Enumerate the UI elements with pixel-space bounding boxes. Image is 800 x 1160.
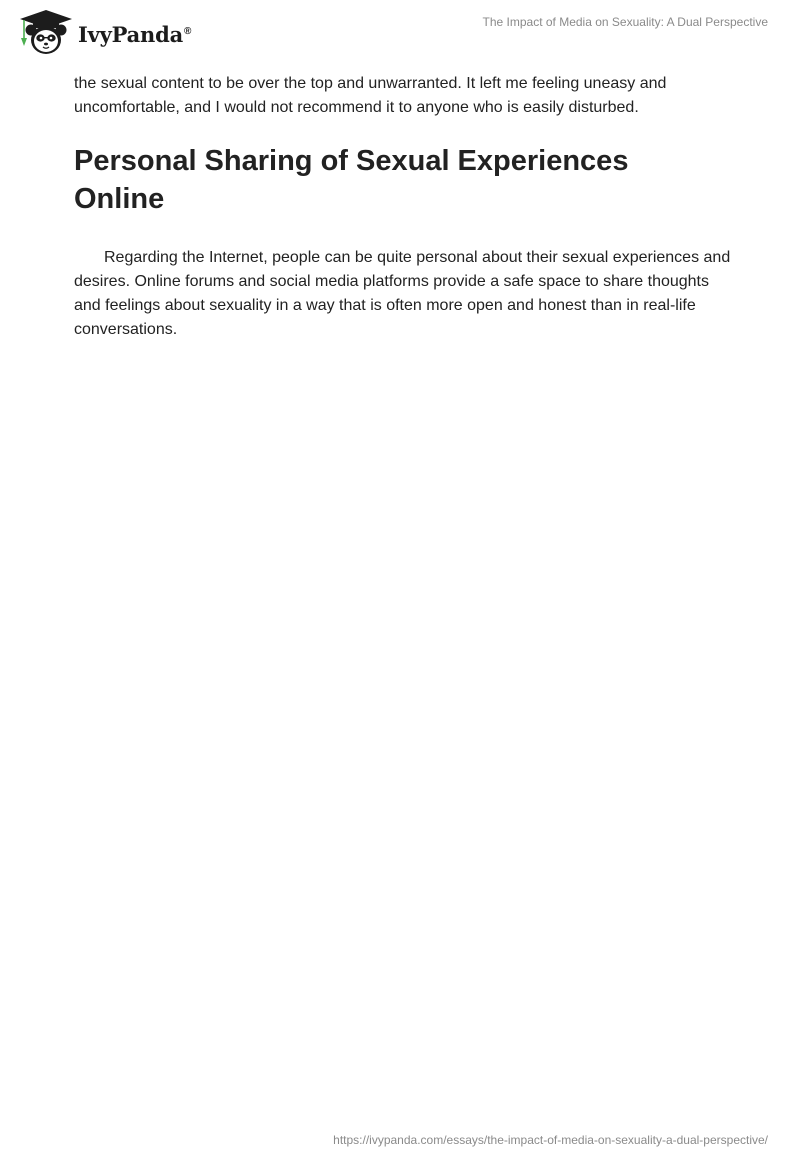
essay-content (74, 72, 734, 342)
ivypanda-logo[interactable] (16, 8, 191, 58)
logo-name: IvyPanda (78, 21, 184, 47)
panda-graduate-icon (16, 8, 76, 58)
logo-wordmark (78, 22, 191, 47)
page-header (0, 0, 800, 70)
footer-source-url[interactable]: https://ivypanda.com/essays/the-impact-of-media-on-sexuality-a-dual-perspective/ (333, 1133, 768, 1147)
continuation-paragraph: the sexual content to be over the top and unwarranted. It left me feeling uneasy and uncomfortable, and I would not recommend it to anyone who is easily disturbed. (74, 75, 667, 116)
registered-mark: ® (184, 25, 192, 37)
section-paragraph: Regarding the Internet, people can be quite personal about their sexual experiences and desires. Online forums and social media platforms provide a safe space to share thoughts and feelings about sexuality in a way that is often more open and honest than in real-life conversations. (74, 249, 731, 338)
document-title: The Impact of Media on Sexuality: A Dual Perspective (482, 15, 768, 29)
section-heading: Personal Sharing of Sexual Experiences Online (74, 145, 629, 215)
